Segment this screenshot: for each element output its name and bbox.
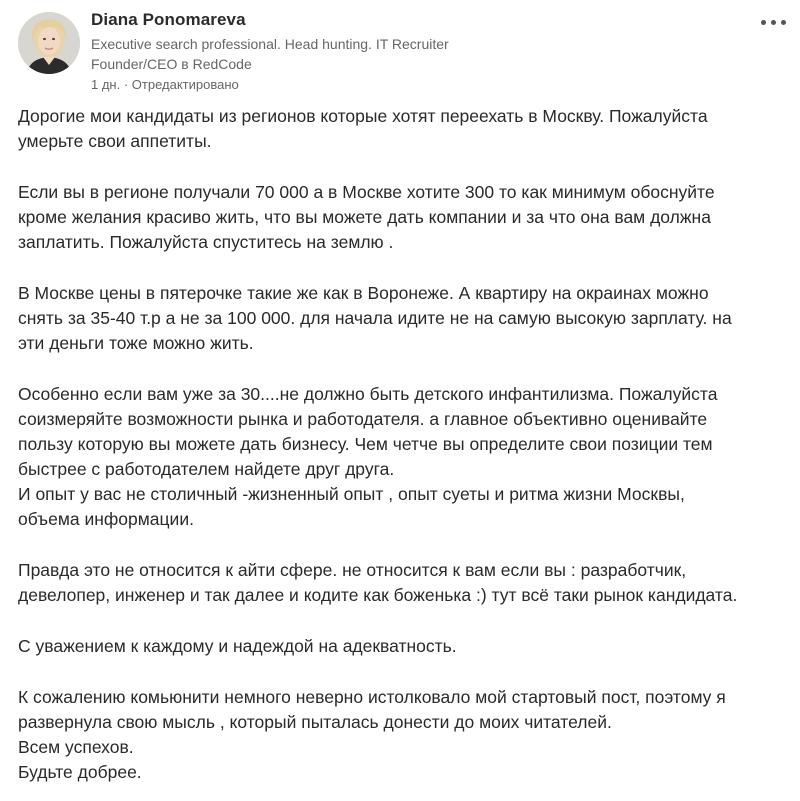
post-line: умерьте свои аппетиты. (18, 131, 212, 151)
post-line: объема информации. (18, 509, 194, 529)
post-line: эти деньги тоже можно жить. (18, 333, 254, 353)
post-line: И опыт у вас не столичный -жизненный опыт , опыт суеты и ритма жизни Москвы, (18, 484, 685, 504)
post-header (0, 0, 800, 100)
post-paragraph-7 (18, 685, 793, 785)
post-line: быстрее с работодателем найдете друг друга. (18, 459, 395, 479)
author-name[interactable]: Diana Ponomareva (91, 10, 246, 29)
post-line: заплатить. Пожалуйста спуститесь на землю . (18, 232, 394, 252)
post-line: кроме желания красиво жить, что вы можете дать компании и за что она вам должна (18, 207, 711, 227)
avatar-image (18, 12, 80, 74)
post-timestamp: 1 дн. · Отредактировано (91, 77, 239, 92)
post-line: Правда это не относится к айти сфере. не относится к вам если вы : разработчик, (18, 560, 687, 580)
post-line: пользу которую вы можете дать бизнесу. Чем четче вы определите свои позиции тем (18, 434, 713, 454)
author-avatar[interactable] (18, 12, 80, 74)
more-horizontal-icon (758, 20, 788, 25)
post-line: Дорогие мои кандидаты из регионов которые хотят переехать в Москву. Пожалуйста (18, 106, 708, 126)
more-options-button[interactable] (756, 10, 790, 34)
post-line: К сожалению комьюнити немного неверно истолковало мой стартовый пост, поэтому я (18, 687, 726, 707)
post-line: развернула свою мысль , который пыталась донести до моих читателей. (18, 712, 612, 732)
post-paragraph-6 (18, 634, 793, 659)
post-paragraph-3 (18, 281, 793, 356)
post-line: Будьте добрее. (18, 762, 142, 782)
post-line: снять за 35-40 т.р а не за 100 000. для начала идите не на самую высокую зарплату. на (18, 308, 732, 328)
post-line: В Москве цены в пятерочке такие же как в Воронеже. А квартиру на окраинах можно (18, 283, 709, 303)
post-line: С уважением к каждому и надеждой на адекватность. (18, 636, 457, 656)
post-body (18, 104, 793, 785)
post-line: Особенно если вам уже за 30....не должно быть детского инфантилизма. Пожалуйста (18, 384, 718, 404)
post-line: Всем успехов. (18, 737, 134, 757)
author-position: Founder/CEO в RedCode (91, 56, 252, 72)
author-headline: Executive search professional. Head hunting. IT Recruiter (91, 36, 449, 52)
post-line: Если вы в регионе получали 70 000 а в Москве хотите 300 то как минимум обоснуйте (18, 182, 715, 202)
post-line: соизмеряйте возможности рынка и работодателя. а главное объективно оценивайте (18, 409, 708, 429)
post-paragraph-5 (18, 558, 793, 608)
post-paragraph-1 (18, 104, 793, 154)
post-paragraph-2 (18, 180, 793, 255)
post-paragraph-4 (18, 382, 793, 532)
post-line: девелопер, инженер и так далее и кодите как боженька :) тут всё таки рынок кандидата. (18, 585, 738, 605)
